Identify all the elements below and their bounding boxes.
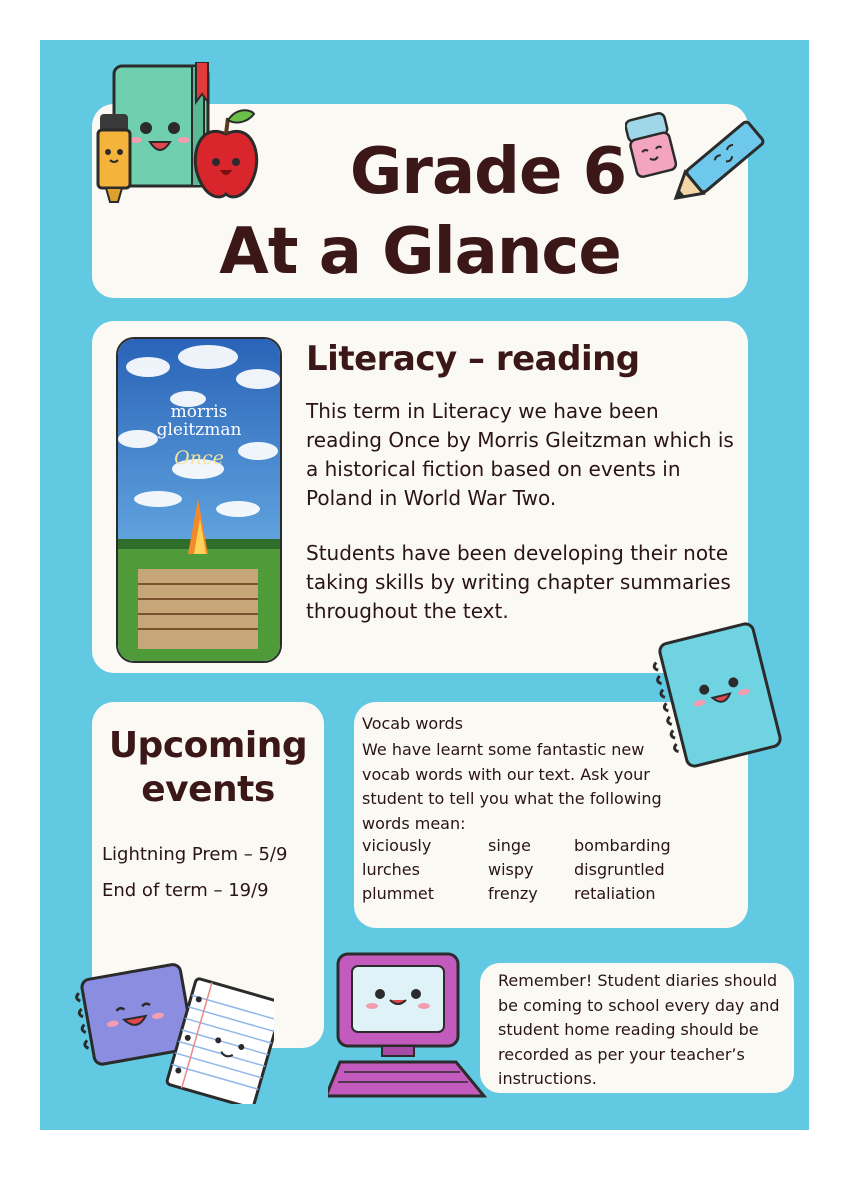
literacy-paragraph-2: Students have been developing their note taking skills by writing chapter summaries throughout the text. <box>306 541 731 623</box>
literacy-card <box>92 321 748 673</box>
vocab-word: wispy <box>488 860 534 879</box>
book-author-line2: gleitzman <box>156 420 242 440</box>
event-item: End of term – 19/9 <box>102 880 269 901</box>
vocab-word: viciously <box>362 836 432 855</box>
literacy-heading: Literacy – reading <box>306 339 640 379</box>
vocab-word: disgruntled <box>574 860 665 879</box>
event-item: Lightning Prem – 5/9 <box>102 844 288 865</box>
vocab-word: plummet <box>362 884 435 903</box>
apple-mascot-icon <box>190 104 262 204</box>
laptop-mascot-icon <box>328 950 488 1102</box>
poster <box>40 40 809 1130</box>
page-title-line2: At a Glance <box>219 215 621 289</box>
paper-mascot-icon <box>74 958 274 1104</box>
book-title: Once <box>174 447 224 469</box>
marker-mascot-icon <box>94 112 134 204</box>
pencil-mascot-icon <box>668 106 780 212</box>
book-author-line1: morris <box>170 402 228 422</box>
events-heading-line1: Upcoming <box>108 725 308 766</box>
reminder-text: Remember! Student diaries should be coming to school every day and student home reading should be recorded as per your teacher’s instructions. <box>498 971 780 1088</box>
page-title-line1: Grade 6 <box>349 135 627 209</box>
vocab-word: singe <box>488 836 531 855</box>
vocab-intro: We have learnt some fantastic new vocab words with our text. Ask your student to tell you what the following words mean: <box>362 740 662 833</box>
book-cover-art <box>118 339 280 661</box>
book-cover <box>116 337 282 663</box>
vocab-word: retaliation <box>574 884 656 903</box>
events-heading-line2: events <box>141 769 275 810</box>
vocab-word: bombarding <box>574 836 671 855</box>
reminder-card <box>480 963 794 1093</box>
vocab-word: frenzy <box>488 884 538 903</box>
vocab-word: lurches <box>362 860 420 879</box>
literacy-paragraph-1: This term in Literacy we have been reading Once by Morris Gleitzman which is a historical fiction based on events in Poland in World War Two. <box>306 399 734 510</box>
events-heading <box>92 724 324 812</box>
vocab-title: Vocab words <box>362 714 463 733</box>
notebook-mascot-icon <box>652 620 788 770</box>
